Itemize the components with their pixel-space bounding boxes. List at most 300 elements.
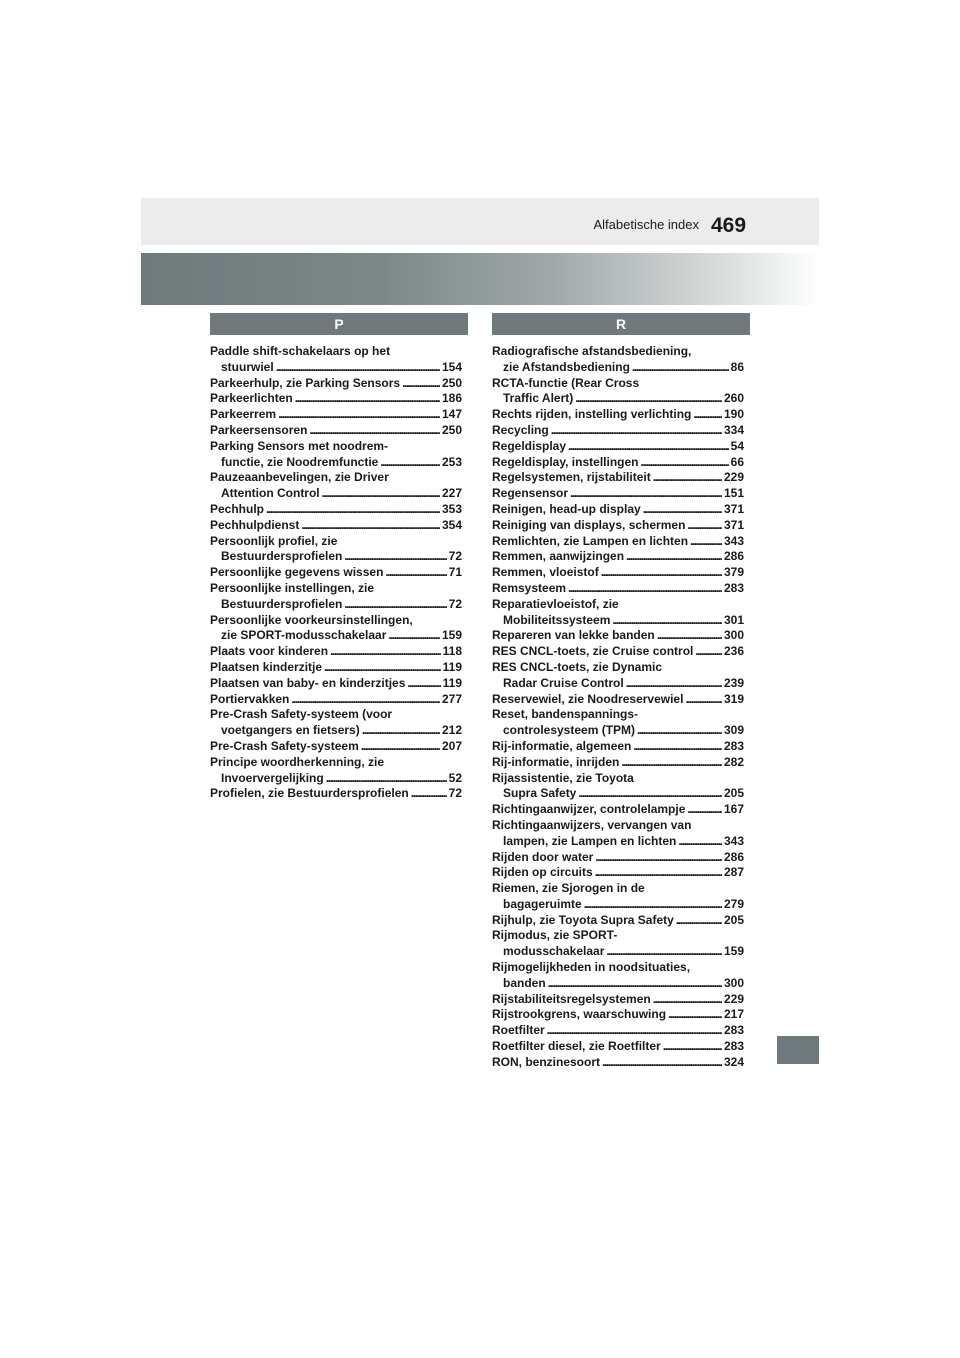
index-entry [492, 865, 744, 881]
index-entry-text: Paddle shift-schakelaars op het [210, 344, 391, 358]
index-entry-text: Reservewiel, zie Noodreservewiel [492, 691, 684, 706]
index-entry-term [492, 376, 744, 392]
index-entry [492, 771, 744, 803]
dot-leader [584, 897, 722, 913]
index-entry [492, 992, 744, 1008]
index-entry [492, 597, 744, 629]
index-entry-page: 283 [723, 1023, 744, 1038]
index-entry [492, 518, 744, 534]
index-entry [210, 376, 462, 392]
index-entry-text: lampen, zie Lampen en lichten [503, 833, 677, 848]
page-header [141, 198, 819, 245]
index-entry-text: Roetfilter diesel, zie Roetfilter [492, 1039, 661, 1054]
index-entry [492, 802, 744, 818]
index-entry-text: Persoonlijk profiel, zie [210, 533, 338, 548]
index-entry [492, 1023, 744, 1039]
index-entry-continuation [492, 391, 744, 407]
dot-leader [575, 391, 722, 407]
index-entry-text: Rij-informatie, algemeen [492, 738, 632, 753]
index-entry-page: 118 [442, 644, 462, 659]
index-entry-continuation [210, 597, 462, 613]
index-entry-page: 229 [723, 991, 744, 1006]
index-entry [492, 549, 744, 565]
index-entry [492, 628, 744, 644]
index-entry-page: 159 [723, 944, 744, 959]
index-entry-term [492, 818, 744, 834]
index-column-p [210, 344, 462, 802]
index-entry-text: Richtingaanwijzer, controlelampje [492, 802, 686, 817]
letter-header-r: R [492, 313, 750, 335]
dot-leader [693, 407, 722, 423]
dot-leader [690, 534, 722, 550]
dot-leader [637, 723, 722, 739]
index-entry-page: 353 [441, 501, 462, 516]
index-entry-page: 250 [441, 375, 462, 390]
index-entry-page: 154 [441, 359, 462, 374]
dot-leader [362, 723, 440, 739]
decorative-banner [141, 253, 819, 305]
index-entry-text: Pechhulpdienst [210, 517, 300, 532]
index-entry-term [210, 502, 462, 518]
index-entry [492, 565, 744, 581]
index-entry-term [492, 739, 744, 755]
index-entry-page: 277 [441, 691, 462, 706]
index-entry-term [492, 470, 744, 486]
index-entry-text: Reset, bandenspannings- [492, 707, 639, 722]
index-entry-text: Rechts rijden, instelling verlichting [492, 407, 692, 422]
index-entry [492, 644, 744, 660]
index-entry-page: 236 [723, 644, 744, 659]
index-entry-term [492, 565, 744, 581]
index-entry-term [492, 802, 744, 818]
index-entry-page: 72 [448, 596, 462, 611]
index-entry [492, 692, 744, 708]
index-entry-page: 300 [723, 975, 744, 990]
index-entry [210, 660, 462, 676]
index-entry [492, 960, 744, 992]
index-entry-text: Radiografische afstandsbediening, [492, 344, 692, 358]
index-entry-text: Plaats voor kinderen [210, 644, 329, 659]
index-entry-page: 260 [723, 391, 744, 406]
index-entry-page: 207 [441, 738, 462, 753]
index-entry-page: 159 [441, 628, 462, 643]
index-entry-text: Riemen, zie Sjorogen in de [492, 881, 645, 896]
index-entry [210, 707, 462, 739]
index-entry-text: Regeldisplay [492, 438, 567, 453]
index-entry [210, 581, 462, 613]
dot-leader [326, 771, 447, 787]
index-entry-page: 334 [723, 422, 744, 437]
dot-leader [633, 739, 722, 755]
index-entry [210, 518, 462, 534]
index-entry-text: Parkeerlichten [210, 391, 293, 406]
index-entry-text: Roetfilter [492, 1023, 545, 1038]
dot-leader [653, 470, 722, 486]
dot-leader [385, 565, 446, 581]
index-entry-page: 309 [723, 723, 744, 738]
index-entry-text: Supra Safety [503, 786, 577, 801]
index-entry-continuation [492, 834, 744, 850]
index-entry-term [210, 692, 462, 708]
index-entry-term [492, 928, 744, 944]
index-entry-text: modusschakelaar [503, 944, 605, 959]
dot-leader [344, 549, 446, 565]
index-entry-term [492, 1055, 744, 1071]
index-entry-term [210, 613, 462, 629]
index-entry-text: Pechhulp [210, 501, 265, 516]
dot-leader [547, 1023, 722, 1039]
index-entry-continuation [492, 613, 744, 629]
index-entry-page: 229 [723, 470, 744, 485]
index-entry-term [210, 644, 462, 660]
index-entry-term [492, 913, 744, 929]
index-entry [492, 755, 744, 771]
index-entry [210, 423, 462, 439]
index-entry-text: Rijmodus, zie SPORT- [492, 928, 618, 943]
index-entry [492, 707, 744, 739]
index-entry-text: Rijassistentie, zie Toyota [492, 770, 634, 785]
index-entry-continuation [210, 549, 462, 565]
index-entry-text: Rijden op circuits [492, 865, 593, 880]
index-entry-text: Rijhulp, zie Toyota Supra Safety [492, 912, 674, 927]
index-entry-term [492, 518, 744, 534]
index-entry-page: 54 [730, 438, 744, 453]
index-entry-text: Rij-informatie, inrijden [492, 754, 620, 769]
dot-leader [380, 455, 440, 471]
index-entry-text: RON, benzinesoort [492, 1054, 601, 1069]
index-entry-term [210, 581, 462, 597]
index-entry-continuation [210, 360, 462, 376]
index-entry-text: RCTA-functie (Rear Cross [492, 375, 640, 390]
index-entry-page: 66 [730, 454, 744, 469]
index-entry-text: Regeldisplay, instellingen [492, 454, 639, 469]
dot-leader [695, 644, 722, 660]
index-entry [492, 455, 744, 471]
dot-leader [678, 834, 722, 850]
dot-leader [653, 992, 722, 1008]
index-entry-page: 283 [723, 738, 744, 753]
index-entry-text: Remmen, vloeistof [492, 565, 599, 580]
dot-leader [663, 1039, 722, 1055]
index-entry-term [210, 755, 462, 771]
index-entry-text: Repareren van lekke banden [492, 628, 655, 643]
dot-leader [602, 1055, 722, 1071]
index-entry [210, 502, 462, 518]
index-entry-text: Portiervakken [210, 691, 290, 706]
index-entry [210, 786, 462, 802]
dot-leader [551, 423, 722, 439]
index-column-r [492, 344, 744, 1071]
index-entry-term [492, 960, 744, 976]
index-entry [492, 502, 744, 518]
index-entry-text: Pauzeaanbevelingen, zie Driver [210, 470, 389, 485]
index-entry-continuation [492, 944, 744, 960]
index-entry [210, 391, 462, 407]
index-entry-text: Mobiliteitssysteem [503, 612, 611, 627]
index-entry-text: Remlichten, zie Lampen en lichten [492, 533, 689, 548]
index-entry-page: 319 [723, 691, 744, 706]
dot-leader [668, 1007, 722, 1023]
index-entry-text: Regensensor [492, 486, 569, 501]
index-entry [492, 850, 744, 866]
dot-leader [407, 676, 440, 692]
index-entry [210, 565, 462, 581]
index-entry-page: 72 [448, 549, 462, 564]
dot-leader [291, 692, 440, 708]
index-entry-page: 250 [441, 422, 462, 437]
index-entry-continuation [210, 771, 462, 787]
index-entry-page: 205 [723, 912, 744, 927]
index-entry-term [492, 755, 744, 771]
index-entry [210, 344, 462, 376]
index-entry-text: bagageruimte [503, 896, 582, 911]
index-entry-term [492, 407, 744, 423]
index-entry-term [210, 376, 462, 392]
index-entry [210, 439, 462, 471]
dot-leader [626, 676, 722, 692]
dot-leader [324, 660, 441, 676]
index-entry [210, 739, 462, 755]
index-entry-continuation [210, 628, 462, 644]
index-entry-text: Reparatievloeistof, zie [492, 596, 619, 611]
index-entry-term [492, 423, 744, 439]
dot-leader [606, 944, 722, 960]
index-entry-page: 283 [723, 1039, 744, 1054]
dot-leader [388, 628, 440, 644]
page-number: 469 [711, 214, 747, 237]
index-entry [492, 1055, 744, 1071]
index-entry [210, 692, 462, 708]
index-entry [492, 581, 744, 597]
dot-leader [632, 360, 729, 376]
dot-leader [301, 518, 440, 534]
index-entry [492, 376, 744, 408]
dot-leader [568, 581, 722, 597]
index-entry-page: 253 [441, 454, 462, 469]
index-entry-text: Plaatsen van baby- en kinderzitjes [210, 675, 406, 690]
index-entry [492, 534, 744, 550]
index-entry-term [210, 707, 462, 723]
index-entry-term [210, 518, 462, 534]
dot-leader [411, 786, 447, 802]
dot-leader [685, 692, 722, 708]
index-entry-page: 343 [723, 533, 744, 548]
index-entry-page: 86 [730, 359, 744, 374]
index-entry-term [210, 423, 462, 439]
dot-leader [568, 439, 729, 455]
index-entry-term [492, 597, 744, 613]
index-entry-text: Remmen, aanwijzingen [492, 549, 625, 564]
index-entry-text: zie SPORT-modusschakelaar [221, 628, 387, 643]
index-entry-term [210, 534, 462, 550]
index-entry-term [210, 676, 462, 692]
index-entry [492, 470, 744, 486]
dot-leader [687, 802, 722, 818]
index-entry-term [210, 565, 462, 581]
index-entry-text: Invoervergelijking [221, 770, 324, 785]
index-entry-term [492, 865, 744, 881]
index-entry [492, 423, 744, 439]
index-entry-text: Richtingaanwijzers, vervangen van [492, 817, 692, 832]
dot-leader [676, 913, 722, 929]
index-entry-text: Reiniging van displays, schermen [492, 517, 686, 532]
index-entry [492, 344, 744, 376]
index-entry-text: Persoonlijke voorkeursinstellingen, [210, 612, 413, 627]
index-entry-term [492, 850, 744, 866]
index-entry-term [492, 628, 744, 644]
index-entry-continuation [492, 360, 744, 376]
index-entry [492, 739, 744, 755]
index-entry-page: 279 [723, 896, 744, 911]
index-entry-text: Rijmogelijkheden in noodsituaties, [492, 960, 691, 975]
index-entry-page: 227 [441, 486, 462, 501]
index-entry [492, 913, 744, 929]
index-entry-term [492, 660, 744, 676]
index-entry-page: 286 [723, 849, 744, 864]
dot-leader [266, 502, 440, 518]
index-entry-page: 283 [723, 580, 744, 595]
dot-leader [657, 628, 722, 644]
index-entry [210, 644, 462, 660]
index-entry-text: Rijstabiliteitsregelsystemen [492, 991, 651, 1006]
index-entry [492, 818, 744, 850]
index-entry-text: Bestuurdersprofielen [221, 549, 343, 564]
index-entry-text: Rijden door water [492, 849, 594, 864]
index-entry-text: Traffic Alert) [503, 391, 574, 406]
index-entry-page: 239 [723, 675, 744, 690]
index-entry-text: Pre-Crash Safety-systeem [210, 738, 359, 753]
index-entry-term [492, 1039, 744, 1055]
index-entry-page: 52 [448, 770, 462, 785]
index-entry-term [492, 549, 744, 565]
dot-leader [570, 486, 722, 502]
dot-leader [595, 850, 722, 866]
index-entry-page: 287 [723, 865, 744, 880]
index-entry-page: 371 [723, 517, 744, 532]
index-entry-text: banden [503, 975, 546, 990]
index-entry-term [492, 881, 744, 897]
index-entry [210, 470, 462, 502]
index-entry-text: Attention Control [221, 486, 320, 501]
index-entry-page: 354 [441, 517, 462, 532]
index-entry-term [210, 344, 462, 360]
index-entry-continuation [210, 723, 462, 739]
index-entry-text: Regelsystemen, rijstabiliteit [492, 470, 651, 485]
index-entry-term [492, 707, 744, 723]
index-entry-text: Parkeerrem [210, 407, 277, 422]
index-entry-term [210, 739, 462, 755]
index-entry-continuation [492, 786, 744, 802]
index-entry-term [210, 407, 462, 423]
index-entry-continuation [492, 723, 744, 739]
index-entry-text: Principe woordherkenning, zie [210, 754, 385, 769]
dot-leader [295, 391, 440, 407]
index-entry-term [492, 692, 744, 708]
dot-leader [687, 518, 722, 534]
index-entry-page: 147 [441, 407, 462, 422]
index-entry-page: 217 [723, 1007, 744, 1022]
index-entry-page: 343 [723, 833, 744, 848]
index-entry-text: voetgangers en fietsers) [221, 723, 360, 738]
index-entry [492, 928, 744, 960]
index-entry [492, 1007, 744, 1023]
index-entry-term [492, 439, 744, 455]
index-entry-text: Parking Sensors met noodrem- [210, 438, 389, 453]
index-entry [210, 407, 462, 423]
dot-leader [330, 644, 441, 660]
index-entry-continuation [492, 676, 744, 692]
index-entry-page: 205 [723, 786, 744, 801]
index-entry-page: 282 [723, 754, 744, 769]
index-entry [210, 676, 462, 692]
section-title: Alfabetische index [593, 217, 699, 232]
index-entry-text: Remsysteem [492, 580, 567, 595]
index-entry [492, 407, 744, 423]
index-entry-page: 119 [442, 659, 462, 674]
dot-leader [621, 755, 722, 771]
index-entry-term [492, 581, 744, 597]
dot-leader [344, 597, 446, 613]
dot-leader [361, 739, 440, 755]
index-entry-text: Bestuurdersprofielen [221, 596, 343, 611]
dot-leader [595, 865, 722, 881]
dot-leader [548, 976, 722, 992]
index-entry-page: 301 [723, 612, 744, 627]
index-entry-page: 212 [441, 723, 462, 738]
index-entry-page: 286 [723, 549, 744, 564]
index-entry-text: Parkeersensoren [210, 422, 308, 437]
dot-leader [601, 565, 722, 581]
index-entry [492, 439, 744, 455]
index-entry-page: 72 [448, 786, 462, 801]
index-entry-text: Persoonlijke gegevens wissen [210, 565, 384, 580]
index-entry-text: Parkeerhulp, zie Parking Sensors [210, 375, 401, 390]
index-entry-text: Persoonlijke instellingen, zie [210, 580, 375, 595]
index-entry-text: stuurwiel [221, 359, 274, 374]
index-entry-text: Reinigen, head-up display [492, 501, 641, 516]
index-entry [492, 486, 744, 502]
index-entry-text: Recycling [492, 422, 549, 437]
index-entry-text: zie Afstandsbediening [503, 359, 630, 374]
index-entry-term [492, 502, 744, 518]
index-entry-term [210, 786, 462, 802]
index-entry-term [492, 486, 744, 502]
index-entry-page: 379 [723, 565, 744, 580]
index-entry-text: Radar Cruise Control [503, 675, 624, 690]
dot-leader [278, 407, 440, 423]
index-entry-term [210, 439, 462, 455]
index-entry-continuation [492, 897, 744, 913]
index-entry-term [210, 470, 462, 486]
index-entry-term [210, 391, 462, 407]
index-entry-term [210, 660, 462, 676]
index-entry-text: controlesysteem (TPM) [503, 723, 636, 738]
index-entry-page: 371 [723, 501, 744, 516]
index-entry-term [492, 534, 744, 550]
index-entry-text: RES CNCL-toets, zie Cruise control [492, 644, 694, 659]
dot-leader [612, 613, 722, 629]
index-entry-text: Rijstrookgrens, waarschuwing [492, 1007, 667, 1022]
index-entry-text: functie, zie Noodremfunctie [221, 454, 379, 469]
index-entry-text: Profielen, zie Bestuurdersprofielen [210, 786, 409, 801]
index-entry [210, 613, 462, 645]
index-entry-term [492, 344, 744, 360]
index-entry-term [492, 455, 744, 471]
dot-leader [626, 549, 722, 565]
index-entry [210, 534, 462, 566]
index-entry-page: 119 [442, 675, 462, 690]
letter-header-p: P [210, 313, 468, 335]
